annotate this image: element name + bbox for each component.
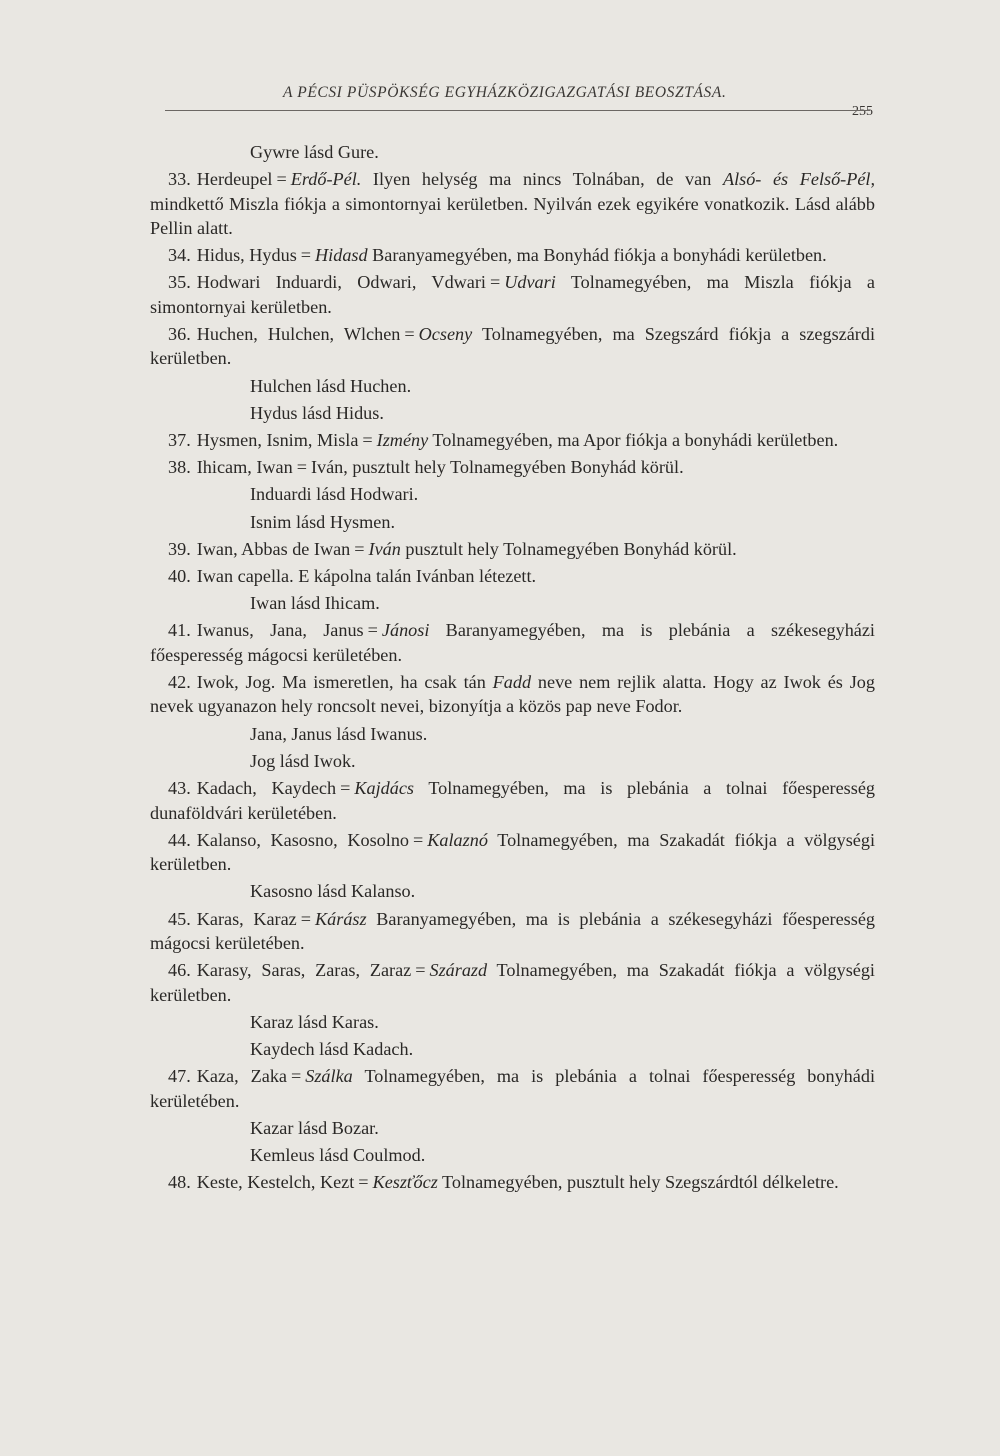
page-body	[150, 140, 875, 1197]
entry-names: Huchen, Hulchen, Wlchen	[196, 324, 401, 345]
entry-names: Iwan, Abbas de Iwan	[196, 538, 351, 559]
equals-sign: =	[340, 778, 351, 799]
cross-reference: Kazar lásd Bozar.	[250, 1117, 379, 1138]
entry-description: Baranyamegyében, ma is plebánia a székesegyházi főesperesség mágocsi kerületében.	[150, 908, 876, 953]
entry-names: Iwanus, Jana, Janus	[196, 620, 364, 641]
cross-reference: Hulchen lásd Huchen.	[250, 375, 412, 396]
entry-names: Hidus, Hydus	[196, 245, 297, 266]
cross-reference: Kemleus lásd Coulmod.	[250, 1144, 426, 1165]
header-rule	[165, 110, 870, 111]
cross-reference: Gywre lásd Gure.	[250, 142, 379, 162]
cross-reference: Isnim lásd Hysmen.	[250, 511, 395, 532]
entry-names: Ihicam, Iwan	[196, 457, 293, 478]
cross-reference: Karaz lásd Karas.	[250, 1011, 379, 1032]
place-name: Keszťőcz	[372, 1172, 438, 1193]
entry-description: Tolnamegyében, ma is plebánia a tolnai főesperesség bonyhádi kerületében.	[150, 1066, 875, 1111]
entry-number: 38.	[168, 457, 191, 478]
entry-number: 44.	[168, 829, 191, 850]
entry-description: Tolnamegyében, ma Apor fiókja a bonyhádi kerületben.	[428, 430, 839, 451]
equals-sign: =	[300, 908, 312, 929]
running-title: A PÉCSI PÜSPÖKSÉG EGYHÁZKÖZIGAZGATÁSI BEOSZTÁSA.	[283, 84, 727, 101]
equals-sign: =	[296, 457, 307, 478]
place-name: Udvari	[504, 272, 556, 293]
entry-description: Iwok, Jog. Ma ismeretlen, ha csak tán	[196, 672, 493, 693]
equals-sign: =	[489, 272, 501, 293]
entry-number: 47.	[168, 1066, 191, 1087]
equals-sign: =	[413, 829, 424, 850]
place-name: Kárász	[315, 908, 367, 929]
place-name: Ocseny	[418, 324, 473, 345]
entry-number: 40.	[168, 566, 191, 587]
gazetteer-entry	[150, 1170, 875, 1194]
place-name: Hidasd	[315, 245, 368, 266]
place-name: Alsó- és Felső-Pél,	[722, 169, 876, 190]
entry-number: 36.	[168, 324, 191, 345]
gazetteer-entry	[150, 428, 875, 452]
entry-description: Iwan capella. E kápolna talán Ivánban létezett.	[196, 566, 537, 587]
entry-number: 48.	[168, 1172, 191, 1193]
entry-number: 42.	[168, 672, 191, 693]
entry-description: neve nem rejlik alatta. Hogy az Iwok és Jog nevek ugyanazon hely roncsolt nevei, bizonyítja a közös pap neve Fodor.	[150, 672, 875, 717]
entry-number: 43.	[168, 778, 191, 799]
entry-number: 41.	[168, 620, 191, 641]
entry-names: Kadach, Kaydech	[196, 778, 337, 799]
equals-sign: =	[415, 960, 426, 981]
equals-sign: =	[354, 538, 365, 559]
entry-description: Tolnamegyében, ma Szakadát fiókja a völgységi kerületben.	[150, 829, 875, 875]
place-name: Kajdács	[354, 778, 414, 799]
place-name: Izmény	[376, 430, 429, 451]
place-name: Iván	[368, 538, 401, 559]
entry-names: Kalanso, Kasosno, Kosolno	[196, 829, 410, 850]
gazetteer-entry	[150, 564, 875, 588]
gazetteer-entry	[150, 243, 875, 267]
entry-number: 33.	[168, 169, 191, 190]
entry-names: Hodwari Induardi, Odwari, Vdwari	[196, 272, 486, 293]
gazetteer-entry	[150, 1064, 875, 1113]
entry-number: 34.	[168, 245, 191, 266]
entry-description: Ilyen helység ma nincs Tolnában, de van	[361, 169, 723, 190]
page-header	[165, 84, 875, 124]
cross-reference: Jana, Janus lásd Iwanus.	[250, 723, 428, 744]
cross-reference: Kaydech lásd Kadach.	[250, 1038, 414, 1059]
gazetteer-entry	[150, 828, 875, 877]
entry-names: Karas, Karaz	[196, 908, 297, 929]
entry-names: Keste, Kestelch, Kezt	[196, 1172, 355, 1193]
entry-description: Iván, pusztult hely Tolnamegyében Bonyhád körül.	[310, 457, 684, 478]
place-name: Szárazd	[429, 960, 488, 981]
entry-description: Baranyamegyében, ma Bonyhád fiókja a bonyhádi kerületben.	[367, 245, 827, 266]
cross-reference: Kasosno lásd Kalanso.	[250, 881, 416, 902]
gazetteer-entry	[150, 776, 875, 825]
cross-reference: Iwan lásd Ihicam.	[250, 593, 380, 614]
place-name: Szálka	[305, 1066, 353, 1087]
entry-names: Karasy, Saras, Zaras, Zaraz	[196, 960, 412, 981]
entry-description: Tolnamegyében, ma Szegszárd fiókja a szegszárdi kerületben.	[150, 324, 876, 369]
place-name: Erdő-Pél.	[290, 169, 362, 190]
place-name: Fadd	[492, 672, 532, 693]
place-name: Kalaznó	[427, 829, 488, 850]
entry-description: mindkettő Miszla fiókja a simontornyai kerületben. Nyilván ezek egyikére vonatkozik. Lásd alább Pellin alatt.	[150, 193, 875, 239]
gazetteer-entry	[150, 455, 875, 479]
equals-sign: =	[358, 1172, 369, 1193]
gazetteer-entry	[150, 537, 875, 561]
entry-number: 46.	[168, 960, 191, 981]
entry-description: Baranyamegyében, ma is plebánia a székesegyházi főesperesség mágocsi kerületében.	[150, 620, 875, 665]
entry-names: Hysmen, Isnim, Misla	[196, 430, 359, 451]
gazetteer-entry	[150, 670, 875, 719]
gazetteer-entry	[150, 167, 875, 240]
equals-sign: =	[362, 430, 373, 451]
entry-number: 39.	[168, 538, 191, 559]
gazetteer-entry	[150, 618, 875, 667]
gazetteer-entry	[150, 322, 875, 371]
entry-description: pusztult hely Tolnamegyében Bonyhád körül.	[400, 538, 737, 559]
equals-sign: =	[291, 1066, 302, 1087]
entry-names: Kaza, Zaka	[196, 1066, 287, 1087]
entry-description: Tolnamegyében, ma Miszla fiókja a simontornyai kerületben.	[150, 272, 876, 317]
entry-number: 45.	[168, 908, 191, 929]
equals-sign: =	[276, 169, 287, 190]
cross-reference: Induardi lásd Hodwari.	[250, 484, 419, 505]
gazetteer-entry	[150, 270, 875, 319]
equals-sign: =	[367, 620, 378, 641]
gazetteer-entry	[150, 958, 875, 1007]
entry-description: Tolnamegyében, pusztult hely Szegszárdtól délkeletre.	[437, 1172, 839, 1193]
cross-reference: Jog lásd Iwok.	[250, 750, 356, 771]
place-name: Jánosi	[381, 620, 430, 641]
entry-number: 35.	[168, 272, 191, 293]
equals-sign: =	[300, 245, 312, 266]
entry-description: Tolnamegyében, ma Szakadát fiókja a völgységi kerületben.	[150, 960, 875, 1005]
entry-number: 37.	[168, 430, 191, 451]
entry-description: Tolnamegyében, ma is plebánia a tolnai főesperesség dunaföldvári kerületében.	[150, 778, 875, 823]
entry-names: Herdeupel	[196, 169, 273, 190]
page-number: 255	[852, 104, 873, 119]
equals-sign: =	[404, 324, 415, 345]
cross-reference: Hydus lásd Hidus.	[250, 402, 384, 423]
gazetteer-entry	[150, 907, 875, 956]
